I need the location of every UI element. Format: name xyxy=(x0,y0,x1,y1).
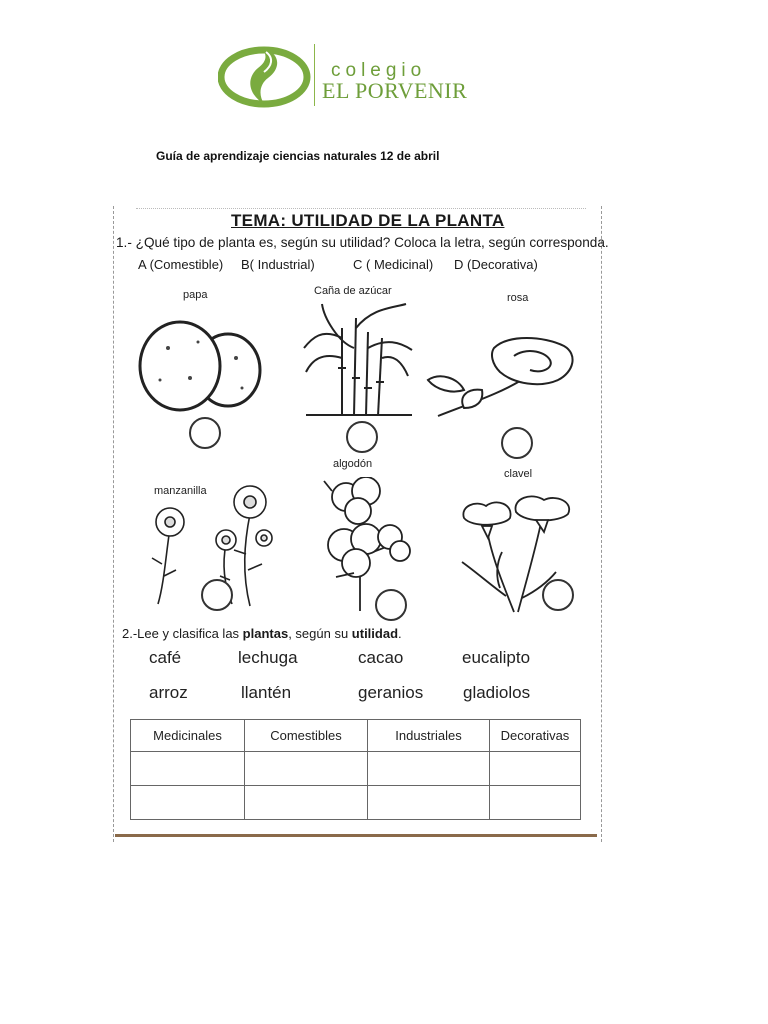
q2-text-mid: , según su xyxy=(288,626,352,641)
word-cafe: café xyxy=(149,648,182,667)
table-header-medicinales: Medicinales xyxy=(131,720,245,752)
plant-label-cana: Caña de azúcar xyxy=(314,285,392,297)
q2-text-utilidad: utilidad xyxy=(351,626,399,641)
sheet-border-right xyxy=(601,206,602,842)
sheet-border-left xyxy=(113,206,114,842)
plant-label-algodon: algodón xyxy=(333,458,373,470)
answer-circle-cana[interactable] xyxy=(346,421,378,453)
logo-text-colegio: colegio xyxy=(331,60,427,81)
table-cell[interactable] xyxy=(490,786,581,820)
table-cell[interactable] xyxy=(245,786,368,820)
potato-icon xyxy=(138,318,264,412)
answer-circle-algodon[interactable] xyxy=(375,589,407,621)
table-header-industriales: Industriales xyxy=(368,720,490,752)
plant-label-papa: papa xyxy=(183,289,208,301)
q2-text-suffix: . xyxy=(398,626,402,641)
leaf-logo-icon xyxy=(218,44,312,108)
table-row xyxy=(131,786,581,820)
worksheet-topic: TEMA: UTILIDAD DE LA PLANTA xyxy=(231,211,505,230)
question-2 xyxy=(122,626,402,641)
table-cell[interactable] xyxy=(490,752,581,786)
answer-circle-manzanilla[interactable] xyxy=(201,579,233,611)
option-c: C ( Medicinal) xyxy=(353,257,434,272)
rose-icon xyxy=(424,336,578,420)
table-header-decorativas: Decorativas xyxy=(490,720,581,752)
option-b: B( Industrial) xyxy=(241,257,315,272)
word-lechuga: lechuga xyxy=(238,648,298,667)
word-arroz: arroz xyxy=(149,683,188,702)
question-1: 1.- ¿Qué tipo de planta es, según su utilidad? Coloca la letra, según corresponda. xyxy=(116,235,609,250)
sugarcane-icon xyxy=(302,298,414,418)
table-cell[interactable] xyxy=(131,786,245,820)
word-gladiolos: gladiolos xyxy=(463,683,531,702)
table-row xyxy=(131,752,581,786)
q2-text-prefix: 2.-Lee y clasifica las xyxy=(122,626,243,641)
word-geranios: geranios xyxy=(358,683,424,702)
plant-label-manzanilla: manzanilla xyxy=(154,485,207,497)
table-header-comestibles: Comestibles xyxy=(245,720,368,752)
answer-circle-papa[interactable] xyxy=(189,417,221,449)
logo-text-school-name: EL PORVENIR xyxy=(322,78,468,103)
option-a: A (Comestible) xyxy=(138,257,224,272)
answer-circle-clavel[interactable] xyxy=(542,579,574,611)
table-cell[interactable] xyxy=(131,752,245,786)
word-eucalipto: eucalipto xyxy=(462,648,531,667)
word-llanten: llantén xyxy=(241,683,292,702)
table-cell[interactable] xyxy=(368,786,490,820)
plant-label-clavel: clavel xyxy=(504,468,533,480)
sheet-bottom-bar xyxy=(115,834,597,837)
word-cacao: cacao xyxy=(358,648,404,667)
q2-text-plantas: plantas xyxy=(242,626,289,641)
logo-divider xyxy=(314,44,315,106)
table-header-row xyxy=(131,720,581,752)
classification-table xyxy=(130,719,581,820)
plant-label-rosa: rosa xyxy=(507,292,529,304)
table-cell[interactable] xyxy=(368,752,490,786)
table-cell[interactable] xyxy=(245,752,368,786)
option-d: D (Decorativa) xyxy=(454,257,538,272)
guide-title: Guía de aprendizaje ciencias naturales 12 de abril xyxy=(156,149,440,163)
sheet-border-top xyxy=(136,208,586,209)
answer-circle-rosa[interactable] xyxy=(501,427,533,459)
